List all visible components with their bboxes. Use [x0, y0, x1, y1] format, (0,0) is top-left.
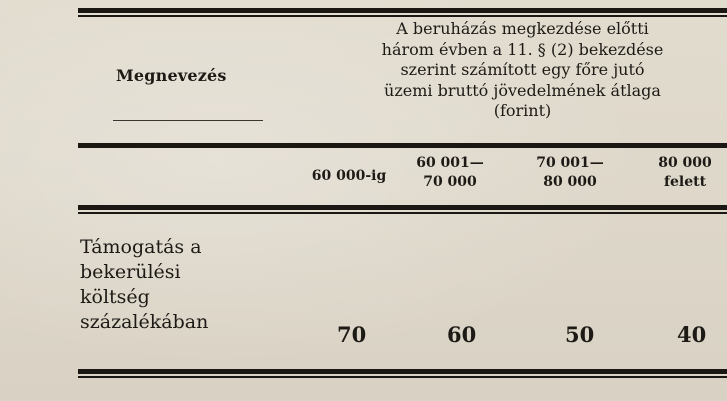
column-header-1	[303, 167, 395, 186]
column-2-line-2: 70 000	[423, 174, 477, 190]
column-header-2	[405, 154, 495, 192]
bottom-rule-secondary	[78, 376, 727, 378]
header-desc-line-3: szerint számított egy főre jutó	[400, 60, 645, 79]
header-desc-line-5: (forint)	[493, 101, 552, 120]
column-3-line-1: 70 001—	[536, 155, 604, 171]
top-rule-secondary	[78, 15, 727, 17]
row-label-line-4: százalékában	[80, 311, 209, 333]
row-value-2: 60	[447, 322, 477, 347]
row-value-4: 40	[677, 322, 707, 347]
row-value-1: 70	[337, 322, 367, 347]
row-label	[80, 235, 300, 335]
column-4-line-1: 80 000	[658, 155, 712, 171]
column-3-line-2: 80 000	[543, 174, 597, 190]
top-rule	[78, 8, 727, 13]
columns-rule	[78, 205, 727, 210]
header-desc-line-2: három évben a 11. § (2) bekezdése	[381, 39, 664, 59]
row-label-line-2: bekerülési	[80, 261, 181, 283]
header-desc-line-1: A beruházás megkezdése előtti	[396, 19, 649, 38]
columns-rule-secondary	[78, 212, 727, 214]
column-header-4	[643, 154, 727, 192]
column-header-3	[525, 154, 615, 192]
header-description	[320, 19, 725, 122]
row-value-3: 50	[565, 322, 595, 347]
column-4-line-2: felett	[663, 174, 707, 190]
header-desc-line-4: üzemi bruttó jövedelmének átlaga	[384, 80, 661, 100]
column-1-line-1: 60 000-ig	[311, 168, 387, 184]
header-rule	[78, 143, 727, 148]
header-dash	[113, 120, 263, 121]
row-label-line-1: Támogatás a	[80, 236, 202, 258]
column-2-line-1: 60 001—	[416, 155, 484, 171]
header-label-megnevezes: Megnevezés	[116, 66, 227, 85]
bottom-rule	[78, 369, 727, 374]
row-label-line-3: költség	[80, 286, 150, 308]
